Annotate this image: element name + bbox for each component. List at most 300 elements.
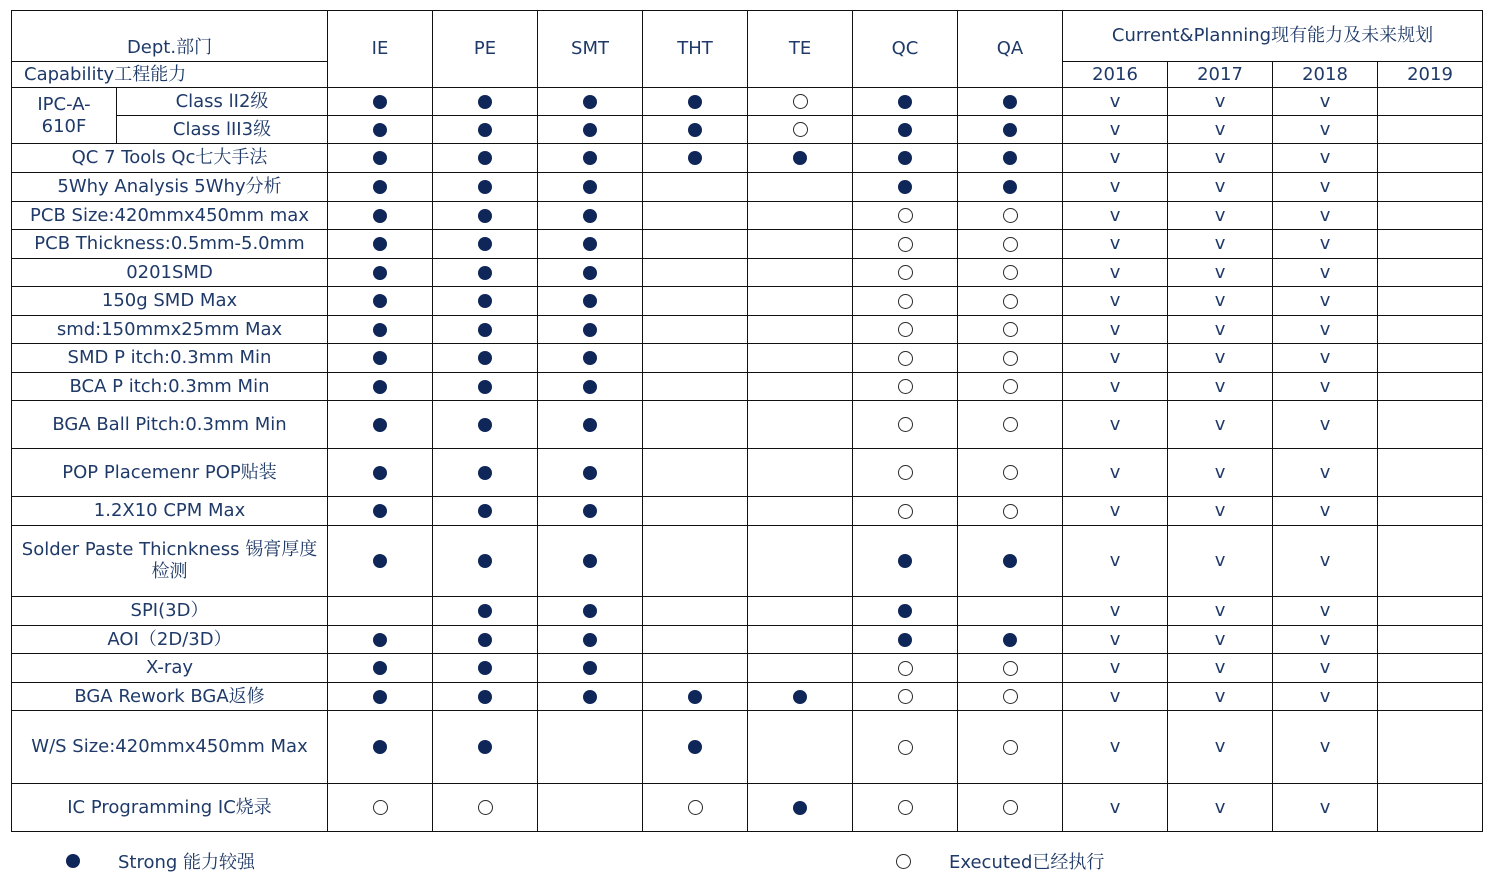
dept-cell <box>853 683 958 711</box>
dept-cell <box>853 173 958 202</box>
capability-label: AOI（2D/3D） <box>12 626 328 654</box>
strong-dot-icon <box>373 504 387 518</box>
strong-dot-icon <box>583 180 597 194</box>
dept-cell <box>958 526 1063 597</box>
dept-cell <box>853 597 958 626</box>
dept-header-te: TE <box>748 11 853 88</box>
capability-header: Capability工程能力 <box>12 62 328 88</box>
dept-cell <box>748 173 853 202</box>
year-check-cell <box>1378 654 1483 683</box>
strong-dot-icon <box>793 801 807 815</box>
dept-cell <box>643 202 748 230</box>
executed-circle-icon <box>1003 661 1018 676</box>
dept-cell <box>538 287 643 316</box>
table-row <box>12 173 1483 202</box>
dept-cell <box>853 116 958 144</box>
strong-dot-icon <box>583 351 597 365</box>
capability-label: X-ray <box>12 654 328 683</box>
table-row <box>12 88 1483 116</box>
executed-circle-icon <box>898 689 913 704</box>
strong-dot-icon <box>583 604 597 618</box>
year-check-cell <box>1378 230 1483 259</box>
dept-cell <box>433 116 538 144</box>
dept-cell <box>643 683 748 711</box>
dept-header-qc: QC <box>853 11 958 88</box>
executed-circle-icon <box>898 740 913 755</box>
executed-circle-icon <box>898 208 913 223</box>
executed-circle-icon <box>898 351 913 366</box>
dept-cell <box>958 784 1063 832</box>
strong-dot-icon <box>478 661 492 675</box>
table-row <box>12 144 1483 173</box>
strong-dot-icon <box>583 294 597 308</box>
dept-cell <box>853 401 958 449</box>
dept-cell <box>853 711 958 784</box>
dept-cell <box>433 497 538 526</box>
executed-circle-icon <box>898 417 913 432</box>
year-check-cell <box>1378 116 1483 144</box>
dept-cell <box>958 202 1063 230</box>
strong-dot-icon <box>583 661 597 675</box>
strong-dot-icon <box>478 180 492 194</box>
dept-cell <box>958 144 1063 173</box>
dept-cell <box>853 526 958 597</box>
year-check-cell: v <box>1273 316 1378 344</box>
strong-dot-icon <box>373 466 387 480</box>
dept-cell <box>748 316 853 344</box>
strong-dot-icon <box>898 95 912 109</box>
dept-header-tht: THT <box>643 11 748 88</box>
year-check-cell: v <box>1273 401 1378 449</box>
year-check-cell: v <box>1063 373 1168 401</box>
capability-label: QC 7 Tools Qc七大手法 <box>12 144 328 173</box>
year-check-cell: v <box>1063 259 1168 287</box>
dept-cell <box>328 344 433 373</box>
capability-label: SMD P itch:0.3mm Min <box>12 344 328 373</box>
dept-cell <box>328 230 433 259</box>
executed-circle-icon <box>1003 265 1018 280</box>
year-check-cell: v <box>1168 259 1273 287</box>
dept-cell <box>748 449 853 497</box>
year-check-cell: v <box>1273 784 1378 832</box>
strong-dot-icon <box>373 95 387 109</box>
year-check-cell: v <box>1168 287 1273 316</box>
capability-label: SPI(3D） <box>12 597 328 626</box>
dept-cell <box>643 259 748 287</box>
year-check-cell <box>1378 202 1483 230</box>
strong-dot-icon <box>66 854 80 868</box>
dept-label: Dept.部门 <box>126 37 213 58</box>
year-check-cell: v <box>1168 626 1273 654</box>
executed-circle-icon <box>898 322 913 337</box>
dept-cell <box>328 259 433 287</box>
strong-dot-icon <box>373 740 387 754</box>
year-check-cell: v <box>1273 259 1378 287</box>
executed-circle-icon <box>898 379 913 394</box>
year-check-cell <box>1378 711 1483 784</box>
dept-cell <box>643 144 748 173</box>
dept-cell <box>643 654 748 683</box>
year-check-cell: v <box>1063 401 1168 449</box>
dept-cell <box>538 88 643 116</box>
executed-circle-icon <box>373 800 388 815</box>
dept-cell <box>748 259 853 287</box>
capability-label: W/S Size:420mmx450mm Max <box>12 711 328 784</box>
capability-label: BCA P itch:0.3mm Min <box>12 373 328 401</box>
year-check-cell <box>1378 401 1483 449</box>
table-row <box>12 784 1483 832</box>
dept-cell <box>328 173 433 202</box>
dept-cell <box>643 784 748 832</box>
executed-circle-icon <box>898 504 913 519</box>
executed-circle-icon <box>898 237 913 252</box>
year-check-cell <box>1378 144 1483 173</box>
dept-cell <box>643 173 748 202</box>
dept-cell <box>328 373 433 401</box>
strong-dot-icon <box>898 180 912 194</box>
strong-dot-icon <box>478 237 492 251</box>
strong-dot-icon <box>373 294 387 308</box>
strong-dot-icon <box>373 554 387 568</box>
strong-dot-icon <box>583 466 597 480</box>
table-row <box>12 259 1483 287</box>
strong-dot-icon <box>373 209 387 223</box>
executed-circle-icon <box>1003 465 1018 480</box>
dept-cell <box>538 526 643 597</box>
dept-cell <box>958 173 1063 202</box>
dept-cell <box>538 230 643 259</box>
year-check-cell: v <box>1273 654 1378 683</box>
year-check-cell: v <box>1063 116 1168 144</box>
table-row <box>12 316 1483 344</box>
strong-dot-icon <box>478 123 492 137</box>
strong-dot-icon <box>478 690 492 704</box>
dept-cell <box>433 173 538 202</box>
legend-strong <box>66 848 255 874</box>
strong-dot-icon <box>583 380 597 394</box>
strong-dot-icon <box>373 418 387 432</box>
dept-cell <box>538 116 643 144</box>
dept-cell <box>643 711 748 784</box>
dept-cell <box>643 116 748 144</box>
year-check-cell <box>1378 373 1483 401</box>
dept-cell <box>958 626 1063 654</box>
year-check-cell: v <box>1168 202 1273 230</box>
legend-executed <box>896 848 1104 874</box>
dept-cell <box>958 116 1063 144</box>
capability-label: IC Programming IC烧录 <box>12 784 328 832</box>
dept-header-ie: IE <box>328 11 433 88</box>
strong-dot-icon <box>478 209 492 223</box>
dept-cell <box>748 526 853 597</box>
strong-dot-icon <box>478 504 492 518</box>
year-check-cell: v <box>1063 316 1168 344</box>
year-check-cell: v <box>1168 230 1273 259</box>
strong-dot-icon <box>478 740 492 754</box>
dept-cell <box>538 784 643 832</box>
year-check-cell: v <box>1063 230 1168 259</box>
dept-cell <box>958 373 1063 401</box>
dept-header-cell <box>12 11 328 62</box>
year-2016: 2016 <box>1063 62 1168 88</box>
strong-dot-icon <box>478 151 492 165</box>
strong-dot-icon <box>583 690 597 704</box>
strong-dot-icon <box>478 266 492 280</box>
strong-dot-icon <box>583 151 597 165</box>
strong-dot-icon <box>478 323 492 337</box>
year-check-cell <box>1378 344 1483 373</box>
year-check-cell: v <box>1168 683 1273 711</box>
year-check-cell: v <box>1063 626 1168 654</box>
table-row <box>12 449 1483 497</box>
strong-dot-icon <box>1003 151 1017 165</box>
dept-cell <box>958 401 1063 449</box>
capability-label: PCB Size:420mmx450mm max <box>12 202 328 230</box>
dept-cell <box>853 654 958 683</box>
table-row <box>12 654 1483 683</box>
dept-cell <box>958 88 1063 116</box>
year-check-cell <box>1378 526 1483 597</box>
dept-cell <box>958 711 1063 784</box>
strong-dot-icon <box>583 266 597 280</box>
table-row <box>12 526 1483 597</box>
dept-cell <box>433 626 538 654</box>
table-row <box>12 597 1483 626</box>
strong-dot-icon <box>583 633 597 647</box>
strong-dot-icon <box>373 266 387 280</box>
year-check-cell: v <box>1273 497 1378 526</box>
dept-cell <box>958 259 1063 287</box>
dept-cell <box>748 683 853 711</box>
year-check-cell <box>1378 173 1483 202</box>
strong-dot-icon <box>478 554 492 568</box>
year-check-cell: v <box>1063 597 1168 626</box>
year-check-cell <box>1378 597 1483 626</box>
planning-header: Current&Planning现有能力及未来规划 <box>1063 11 1483 62</box>
executed-circle-icon <box>1003 417 1018 432</box>
year-check-cell: v <box>1063 497 1168 526</box>
table-row <box>12 497 1483 526</box>
year-check-cell: v <box>1063 144 1168 173</box>
dept-cell <box>853 626 958 654</box>
strong-dot-icon <box>1003 123 1017 137</box>
dept-cell <box>853 144 958 173</box>
dept-cell <box>328 316 433 344</box>
strong-dot-icon <box>688 690 702 704</box>
capability-label: Class lI2级 <box>117 88 328 116</box>
strong-dot-icon <box>373 351 387 365</box>
dept-cell <box>538 316 643 344</box>
year-check-cell: v <box>1273 373 1378 401</box>
strong-dot-icon <box>373 123 387 137</box>
dept-cell <box>433 88 538 116</box>
dept-cell <box>643 287 748 316</box>
year-check-cell: v <box>1273 526 1378 597</box>
year-check-cell: v <box>1273 202 1378 230</box>
dept-cell <box>853 497 958 526</box>
dept-cell <box>433 526 538 597</box>
dept-cell <box>958 287 1063 316</box>
year-check-cell <box>1378 316 1483 344</box>
table-row <box>12 344 1483 373</box>
dept-cell <box>433 711 538 784</box>
dept-cell <box>853 202 958 230</box>
dept-cell <box>433 202 538 230</box>
dept-cell <box>538 711 643 784</box>
strong-dot-icon <box>373 323 387 337</box>
strong-dot-icon <box>478 604 492 618</box>
dept-cell <box>328 626 433 654</box>
executed-circle-icon <box>898 661 913 676</box>
strong-dot-icon <box>583 123 597 137</box>
dept-cell <box>853 259 958 287</box>
executed-circle-icon <box>1003 689 1018 704</box>
year-check-cell: v <box>1273 230 1378 259</box>
dept-cell <box>748 202 853 230</box>
table-row <box>12 116 1483 144</box>
year-check-cell: v <box>1273 88 1378 116</box>
year-check-cell: v <box>1168 373 1273 401</box>
dept-cell <box>538 344 643 373</box>
dept-cell <box>958 497 1063 526</box>
year-check-cell: v <box>1168 449 1273 497</box>
dept-cell <box>958 316 1063 344</box>
dept-header-qa: QA <box>958 11 1063 88</box>
dept-cell <box>643 526 748 597</box>
year-check-cell: v <box>1168 401 1273 449</box>
dept-cell <box>433 259 538 287</box>
year-check-cell: v <box>1063 88 1168 116</box>
dept-cell <box>538 654 643 683</box>
executed-circle-icon <box>478 800 493 815</box>
strong-dot-icon <box>478 380 492 394</box>
strong-dot-icon <box>898 151 912 165</box>
year-check-cell: v <box>1168 497 1273 526</box>
dept-cell <box>748 654 853 683</box>
dept-cell <box>748 344 853 373</box>
dept-cell <box>538 597 643 626</box>
executed-circle-icon <box>1003 800 1018 815</box>
executed-circle-icon <box>1003 351 1018 366</box>
table-row <box>12 626 1483 654</box>
dept-cell <box>538 202 643 230</box>
executed-circle-icon <box>896 854 911 869</box>
executed-circle-icon <box>793 94 808 109</box>
strong-dot-icon <box>478 294 492 308</box>
year-check-cell: v <box>1273 597 1378 626</box>
year-check-cell: v <box>1063 654 1168 683</box>
dept-cell <box>433 144 538 173</box>
dept-cell <box>748 597 853 626</box>
strong-dot-icon <box>688 95 702 109</box>
year-check-cell <box>1378 497 1483 526</box>
dept-header-pe: PE <box>433 11 538 88</box>
table-row <box>12 287 1483 316</box>
dept-cell <box>328 401 433 449</box>
year-check-cell: v <box>1063 683 1168 711</box>
year-check-cell <box>1378 784 1483 832</box>
executed-circle-icon <box>1003 379 1018 394</box>
strong-dot-icon <box>478 95 492 109</box>
dept-cell <box>433 449 538 497</box>
strong-dot-icon <box>898 633 912 647</box>
dept-cell <box>643 373 748 401</box>
dept-cell <box>433 373 538 401</box>
capability-label: PCB Thickness:0.5mm-5.0mm <box>12 230 328 259</box>
dept-cell <box>958 449 1063 497</box>
executed-circle-icon <box>1003 237 1018 252</box>
strong-dot-icon <box>373 237 387 251</box>
executed-circle-icon <box>898 265 913 280</box>
year-check-cell: v <box>1273 287 1378 316</box>
year-check-cell <box>1378 449 1483 497</box>
capability-label: smd:150mmx25mm Max <box>12 316 328 344</box>
year-check-cell: v <box>1063 526 1168 597</box>
dept-cell <box>433 230 538 259</box>
dept-cell <box>853 316 958 344</box>
strong-dot-icon <box>373 380 387 394</box>
dept-cell <box>748 287 853 316</box>
strong-dot-icon <box>898 554 912 568</box>
year-check-cell <box>1378 287 1483 316</box>
year-check-cell: v <box>1273 626 1378 654</box>
dept-cell <box>958 654 1063 683</box>
dept-cell <box>328 287 433 316</box>
dept-cell <box>328 683 433 711</box>
legend-executed-label: Executed已经执行 <box>949 852 1105 873</box>
dept-cell <box>538 173 643 202</box>
dept-cell <box>433 344 538 373</box>
executed-circle-icon <box>1003 740 1018 755</box>
dept-cell <box>748 626 853 654</box>
legend-strong-label: Strong 能力较强 <box>118 852 256 873</box>
year-check-cell <box>1378 88 1483 116</box>
dept-cell <box>748 711 853 784</box>
dept-cell <box>748 230 853 259</box>
strong-dot-icon <box>688 123 702 137</box>
year-check-cell: v <box>1273 449 1378 497</box>
strong-dot-icon <box>1003 95 1017 109</box>
capability-label: 1.2X10 CPM Max <box>12 497 328 526</box>
year-check-cell: v <box>1168 597 1273 626</box>
year-check-cell: v <box>1063 711 1168 784</box>
strong-dot-icon <box>1003 180 1017 194</box>
year-check-cell: v <box>1273 711 1378 784</box>
dept-cell <box>328 597 433 626</box>
dept-cell <box>328 449 433 497</box>
year-check-cell: v <box>1063 449 1168 497</box>
year-check-cell: v <box>1273 683 1378 711</box>
dept-cell <box>958 344 1063 373</box>
strong-dot-icon <box>583 323 597 337</box>
strong-dot-icon <box>793 690 807 704</box>
year-check-cell: v <box>1168 88 1273 116</box>
strong-dot-icon <box>373 151 387 165</box>
capability-label: Solder Paste Thicnkness 锡膏厚度检测 <box>12 526 328 597</box>
strong-dot-icon <box>478 418 492 432</box>
year-check-cell: v <box>1063 784 1168 832</box>
executed-circle-icon <box>1003 504 1018 519</box>
strong-dot-icon <box>583 209 597 223</box>
strong-dot-icon <box>583 237 597 251</box>
strong-dot-icon <box>478 633 492 647</box>
strong-dot-icon <box>373 661 387 675</box>
dept-cell <box>853 230 958 259</box>
strong-dot-icon <box>898 123 912 137</box>
year-check-cell: v <box>1168 316 1273 344</box>
dept-cell <box>433 401 538 449</box>
executed-circle-icon <box>793 122 808 137</box>
